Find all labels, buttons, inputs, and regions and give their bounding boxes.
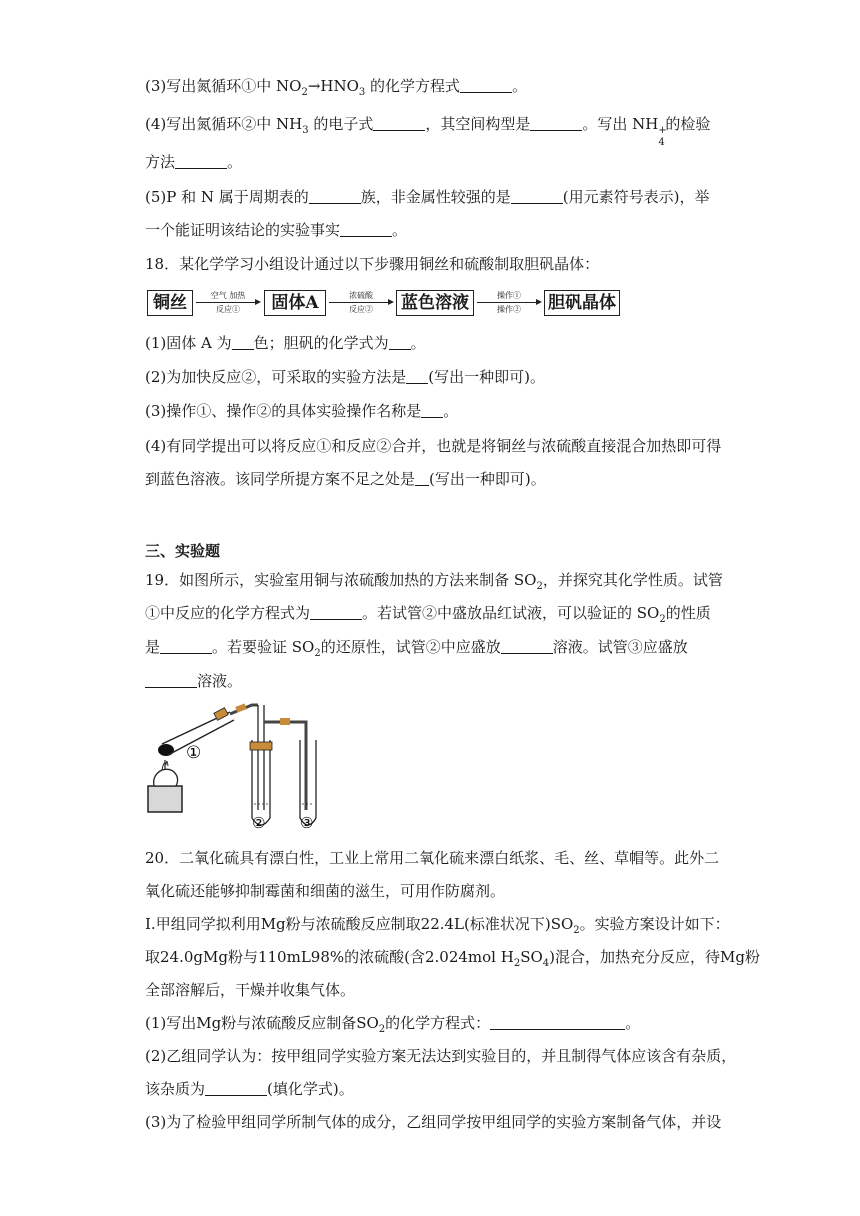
answer-blank — [309, 189, 361, 204]
flow-arrow: 浓硫酸 反应② — [327, 290, 395, 316]
text-line: ①中反应的化学方程式为 。若试管②中盛放品红试液，可以验证的 $SO_2$的性质 — [145, 604, 711, 625]
apparatus-label-2: ② — [252, 814, 266, 830]
text-line: (4)写出氮循环②中 $NH_3$ 的电子式 ，其空间构型是 。写出 NH + 4 的检验 — [145, 115, 711, 148]
section-title: 三、实验题 — [145, 542, 221, 560]
text-line: (2)乙组同学认为：按甲组同学实验方案无法达到实验目的，并且制得气体应该含有杂质， — [145, 1047, 737, 1065]
text-line: (5)P 和 N 属于周期表的 族，非金属性较强的是 (用元素符号表示)，举 — [145, 188, 710, 206]
answer-blank — [160, 639, 212, 654]
answer-blank — [406, 369, 428, 384]
answer-blank — [421, 403, 443, 418]
apparatus-label-1: ① — [186, 743, 202, 763]
text-line: 一个能证明该结论的实验事实 。 — [145, 221, 408, 239]
answer-blank — [530, 116, 582, 131]
text-line: 取24.0gMg粉与110mL98%的浓硫酸(含2.024mol $H_2SO_4$)混合，加热充分反应，待Mg粉 — [145, 948, 760, 969]
apparatus-diagram — [140, 700, 340, 830]
question-19: 19．如图所示，实验室用铜与浓硫酸加热的方法来制备 $SO_2$，并探究其化学性质。试管 — [145, 571, 723, 592]
answer-blank — [389, 335, 411, 350]
answer-blank — [232, 335, 254, 350]
text-line: I.甲组同学拟利用Mg粉与浓硫酸反应制取22.4L(标准状况下)$SO_2$。实验方案设计如下： — [145, 915, 730, 936]
answer-blank — [205, 1081, 267, 1096]
flow-box-copper-wire: 铜丝 — [147, 290, 193, 316]
text-line: 方法 。 — [145, 153, 243, 171]
text-line: (3)为了检验甲组同学所制气体的成分，乙组同学按甲组同学的实验方案制备气体，并设 — [145, 1113, 722, 1131]
text-line: (3)操作①、操作②的具体实验操作名称是 。 — [145, 402, 459, 420]
answer-blank — [373, 116, 425, 131]
answer-blank — [490, 1015, 625, 1030]
answer-blank — [511, 189, 563, 204]
flow-box-solid-a: 固体A — [264, 290, 326, 316]
answer-blank — [460, 78, 512, 93]
text-line: (1)固体 A 为 色；胆矾的化学式为 。 — [145, 334, 426, 352]
text-line: (2)为加快反应②，可采取的实验方法是 (写出一种即可)。 — [145, 368, 545, 386]
answer-blank — [145, 673, 197, 688]
flow-arrow: 空气 加热 反应① — [194, 290, 262, 316]
answer-blank — [310, 605, 362, 620]
apparatus-label-3: ③ — [300, 814, 314, 830]
text-line: 到蓝色溶液。该同学所提方案不足之处是 (写出一种即可)。 — [145, 470, 546, 488]
answer-blank — [175, 154, 227, 169]
flow-arrow: 操作① 操作② — [475, 290, 543, 316]
text-line: (4)有同学提出可以将反应①和反应②合并，也就是将铜丝与浓硫酸直接混合加热即可得 — [145, 437, 722, 455]
answer-blank — [340, 222, 392, 237]
answer-blank — [501, 639, 553, 654]
text-line: 全部溶解后，干燥并收集气体。 — [145, 981, 356, 999]
text-line: 氧化硫还能够抑制霉菌和细菌的滋生，可用作防腐剂。 — [145, 882, 506, 900]
question-20: 20．二氧化硫具有漂白性，工业上常用二氧化硫来漂白纸浆、毛、丝、草帽等。此外二 — [145, 849, 720, 867]
text-line: (1)写出Mg粉与浓硫酸反应制备$SO_2$的化学方程式： 。 — [145, 1014, 641, 1035]
answer-blank — [415, 471, 429, 486]
text-line: 溶液。 — [145, 671, 242, 691]
flow-box-blue-solution: 蓝色溶液 — [396, 290, 474, 316]
question-18: 18．某化学学习小组设计通过以下步骤用铜丝和硫酸制取胆矾晶体： — [145, 255, 600, 273]
text-line: 是 。若要验证 $SO_2$的还原性，试管②中应盛放 溶液。试管③应盛放 — [145, 638, 688, 659]
text-line: 该杂质为 (填化学式)。 — [145, 1080, 354, 1098]
flow-box-blue-vitriol: 胆矾晶体 — [544, 290, 620, 316]
text-line: (3)写出氮循环①中 $NO_2\to HNO_3$ 的化学方程式 。 — [145, 77, 528, 98]
